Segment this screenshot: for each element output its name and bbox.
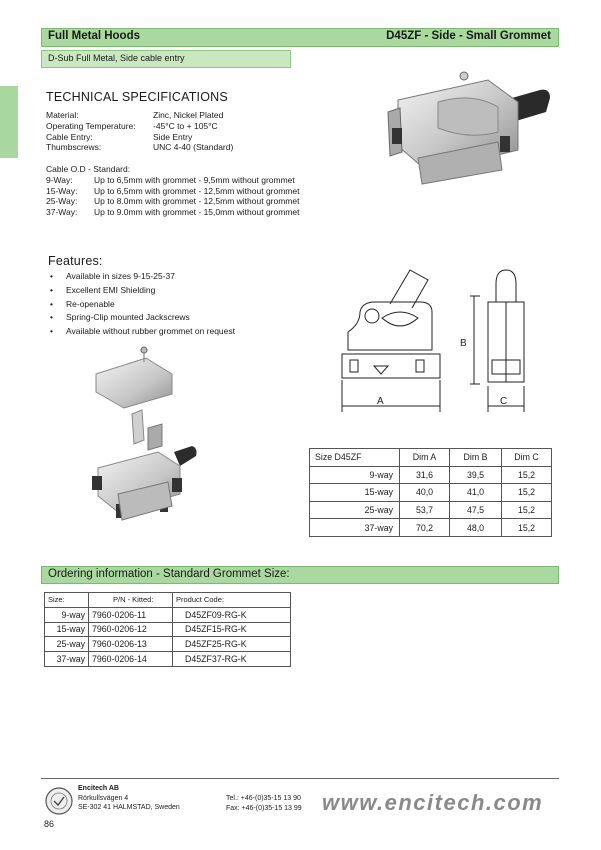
table-row [45, 622, 291, 637]
cable-row [46, 196, 299, 207]
table-cell: 7960-0206-12 [89, 622, 173, 637]
spec-row [46, 121, 233, 132]
dim-label-b: B [460, 338, 467, 349]
footer-address [78, 784, 180, 813]
spec-row [46, 132, 233, 143]
spec-value: Zinc, Nickel Plated [153, 110, 224, 120]
cable-row [46, 207, 299, 218]
feature-item: • Excellent EMI Shielding [48, 284, 235, 298]
cable-od-list [46, 164, 299, 218]
table-cell: 31,6 [400, 466, 450, 484]
spec-row [46, 110, 233, 121]
table-cell: 15,2 [502, 519, 552, 537]
tech-specs-title: TECHNICAL SPECIFICATIONS [46, 90, 228, 104]
features-list [48, 270, 235, 339]
cable-value: Up to 9.0mm with grommet - 15,0mm without grommet [94, 207, 300, 218]
spec-value: -45°C to + 105°C [153, 120, 218, 131]
table-header-cell: Dim C [502, 449, 552, 467]
header-category: Full Metal Hoods [48, 30, 140, 42]
table-cell: 48,0 [450, 519, 502, 537]
table-cell: 15,2 [502, 484, 552, 502]
table-row [310, 501, 552, 519]
table-cell: 37-way [45, 652, 89, 667]
table-cell: 15,2 [502, 501, 552, 519]
cable-row [46, 186, 299, 197]
table-cell: 7960-0206-13 [89, 637, 173, 652]
table-header-row [45, 593, 291, 608]
website-link[interactable]: www.encitech.com [322, 790, 544, 815]
table-row [45, 637, 291, 652]
table-cell: 47,5 [450, 501, 502, 519]
exploded-assembly-photo [88, 344, 200, 532]
feature-item: • Re-openable [48, 298, 235, 312]
spec-label: Thumbscrews: [46, 142, 102, 153]
table-cell: 25-way [45, 637, 89, 652]
table-header-cell: Dim A [400, 449, 450, 467]
ordering-table [44, 592, 291, 667]
spec-row [46, 142, 233, 153]
table-cell: 9-way [45, 607, 89, 622]
table-cell: 40,0 [400, 484, 450, 502]
page-side-tab [0, 86, 18, 158]
spec-label: Operating Temperature: [46, 120, 136, 131]
front-view [342, 270, 440, 378]
table-header-cell: Size: [45, 593, 89, 608]
table-cell: 70,2 [400, 519, 450, 537]
table-row [45, 607, 291, 622]
spec-label: Material: [46, 110, 79, 120]
footer-fax: Fax: +46-(0)35-15 13 99 [226, 804, 302, 812]
feature-item: • Available in sizes 9-15-25-37 [48, 270, 235, 284]
tech-specs-list [46, 110, 233, 153]
cable-value: Up to 6,5mm with grommet - 9,5mm without grommet [94, 174, 295, 185]
certification-seal-icon [44, 786, 74, 816]
table-row [310, 484, 552, 502]
table-cell: 15,2 [502, 466, 552, 484]
subtitle-text: D-Sub Full Metal, Side cable entry [48, 53, 185, 63]
table-cell: 53,7 [400, 501, 450, 519]
table-header-cell: P/N - Kitted: [89, 593, 173, 608]
ordering-title: Ordering information - Standard Grommet Size: [48, 568, 290, 580]
table-cell: 41,0 [450, 484, 502, 502]
table-cell: D45ZF09-RG-K [173, 607, 291, 622]
cable-od-title: Cable O.D - Standard: [46, 164, 131, 174]
table-cell: 9-way [310, 466, 400, 484]
table-row [310, 519, 552, 537]
table-cell: 7960-0206-11 [89, 607, 173, 622]
footer-city: SE-302 41 HALMSTAD, Sweden [78, 804, 180, 811]
footer-contact [226, 794, 302, 813]
spec-value: UNC 4-40 (Standard) [153, 142, 234, 153]
table-header-row [310, 449, 552, 467]
table-cell: 37-way [310, 519, 400, 537]
table-row [45, 652, 291, 667]
spec-label: Cable Entry: [46, 131, 93, 142]
product-photo-hood [378, 62, 556, 192]
features-title: Features: [48, 254, 103, 268]
table-cell: 15-way [310, 484, 400, 502]
footer-tel: Tel.: +46-(0)35-15 13 90 [226, 795, 301, 802]
page-number: 86 [44, 819, 55, 829]
table-cell: D45ZF15-RG-K [173, 622, 291, 637]
table-row [310, 466, 552, 484]
dim-label-c: C [500, 396, 508, 407]
header-product-title: D45ZF - Side - Small Grommet [386, 30, 551, 42]
dimension-table [309, 448, 552, 537]
cable-label: 25-Way: [46, 196, 78, 207]
table-header-cell: Dim B [450, 449, 502, 467]
table-cell: 15-way [45, 622, 89, 637]
side-view [488, 270, 524, 382]
table-cell: 7960-0206-14 [89, 652, 173, 667]
feature-item: • Available without rubber grommet on request [48, 325, 235, 339]
dimension-drawing [330, 262, 560, 414]
dim-label-a: A [377, 396, 384, 407]
feature-item: • Spring-Clip mounted Jackscrews [48, 311, 235, 325]
table-header-cell: Size D45ZF [310, 449, 400, 467]
spec-value: Side Entry [153, 131, 193, 142]
footer-company: Encitech AB [78, 785, 119, 792]
table-cell: 25-way [310, 501, 400, 519]
table-header-cell: Product Code: [173, 593, 291, 608]
cable-label: 15-Way: [46, 185, 78, 196]
footer-street: Rörkullsvägen 4 [78, 794, 129, 802]
cable-value: Up to 8.0mm with grommet - 12,5mm without grommet [94, 196, 300, 207]
cable-label: 37-Way: [46, 207, 78, 218]
cable-value: Up to 6,5mm with grommet - 12,5mm without grommet [94, 185, 300, 196]
table-cell: D45ZF25-RG-K [173, 637, 291, 652]
table-cell: 39,5 [450, 466, 502, 484]
cable-row [46, 175, 299, 186]
cable-label: 9-Way: [46, 174, 73, 185]
table-cell: D45ZF37-RG-K [173, 652, 291, 667]
footer-divider [41, 778, 559, 779]
